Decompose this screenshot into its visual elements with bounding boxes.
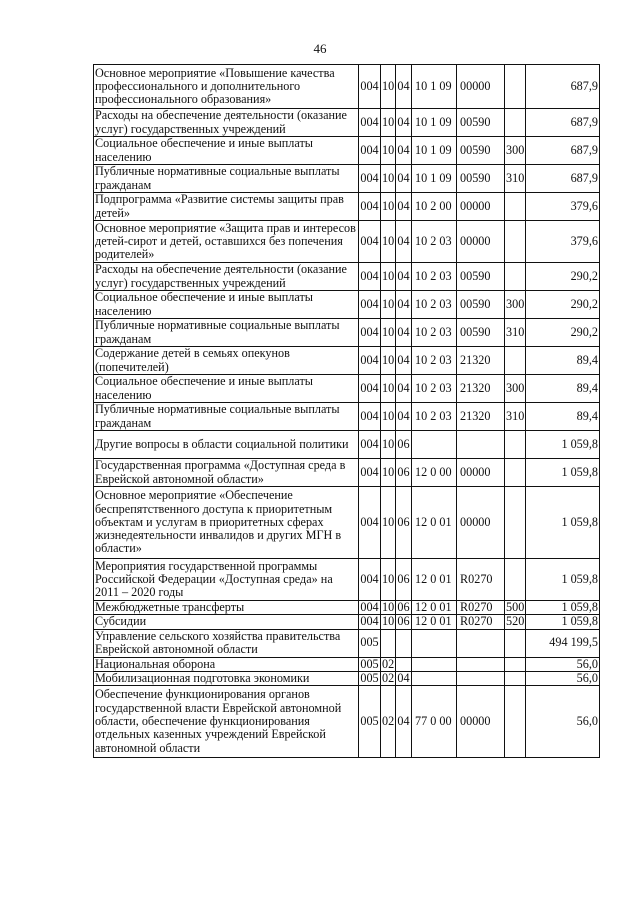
amount-cell: 1 059,8 <box>526 559 600 601</box>
ministry-code-cell: 004 <box>359 347 381 375</box>
ministry-code-cell: 004 <box>359 431 381 459</box>
expense-type-code-cell <box>505 431 526 459</box>
expense-name-cell: Мероприятия государственной программы Российской Федерации «Доступная среда» на 2011 – 2020 годы <box>94 559 359 601</box>
section-code-cell: 10 <box>381 319 396 347</box>
expense-direction-code-cell: 00000 <box>457 221 505 263</box>
target-article-code-cell: 12 0 01 <box>412 601 457 615</box>
expense-type-code-cell: 310 <box>505 403 526 431</box>
amount-cell: 290,2 <box>526 263 600 291</box>
ministry-code-cell: 005 <box>359 686 381 758</box>
expense-name-cell: Межбюджетные трансферты <box>94 601 359 615</box>
expense-direction-code-cell: 21320 <box>457 403 505 431</box>
subsection-code-cell: 04 <box>396 375 412 403</box>
target-article-code-cell: 77 0 00 <box>412 686 457 758</box>
amount-cell: 56,0 <box>526 671 600 685</box>
target-article-code-cell: 10 1 09 <box>412 109 457 137</box>
table-row <box>94 559 600 601</box>
target-article-code-cell: 12 0 00 <box>412 459 457 487</box>
table-row <box>94 487 600 559</box>
section-code-cell: 10 <box>382 600 395 614</box>
amount-cell: 1 059,8 <box>526 487 600 559</box>
subsection-code-cell: 04 <box>396 319 412 347</box>
expense-direction-code-cell: R0270 <box>457 559 505 601</box>
expense-direction-code-cell: 00590 <box>457 165 505 193</box>
section-code-cell: 10 <box>381 487 396 559</box>
section-code-cell: 10 <box>381 347 396 375</box>
expense-type-code-cell <box>505 65 526 109</box>
table-row <box>94 291 600 319</box>
ministry-code-cell: 004 <box>359 375 381 403</box>
target-article-code-cell: 10 2 03 <box>412 291 457 319</box>
expense-type-code-cell <box>505 221 526 263</box>
subsection-code-cell: 04 <box>396 137 412 165</box>
section-code-cell: 10 <box>381 137 396 165</box>
ministry-code-cell: 004 <box>359 291 381 319</box>
budget-table <box>93 64 600 758</box>
ministry-code-cell: 004 <box>359 263 381 291</box>
target-article-code-cell: 10 2 03 <box>412 347 457 375</box>
table-row <box>94 431 600 459</box>
subsection-code-cell: 04 <box>396 263 412 291</box>
amount-cell: 1 059,8 <box>526 459 600 487</box>
amount-cell: 1 059,8 <box>526 601 600 615</box>
table-row <box>94 263 600 291</box>
amount-cell: 687,9 <box>526 109 600 137</box>
expense-type-code-cell <box>505 559 526 601</box>
amount-cell: 290,2 <box>526 291 600 319</box>
expense-direction-code-cell: 00000 <box>457 65 505 109</box>
target-article-code-cell <box>412 657 457 671</box>
expense-name-cell: Социальное обеспечение и иные выплаты населению <box>94 375 359 403</box>
ministry-code-cell: 004 <box>359 193 381 221</box>
expense-type-code-cell: 300 <box>505 137 526 165</box>
expense-direction-code-cell: 00000 <box>457 459 505 487</box>
expense-type-code-cell: 300 <box>505 291 526 319</box>
ministry-code-cell: 004 <box>360 600 379 614</box>
section-code-cell: 10 <box>381 431 396 459</box>
subsection-code-cell: 04 <box>396 165 412 193</box>
target-article-code-cell: 12 0 01 <box>412 487 457 559</box>
amount-cell: 290,2 <box>526 319 600 347</box>
expense-name-cell: Основное мероприятие «Повышение качества профессионального и дополнительного профессионального образования» <box>94 65 359 109</box>
table-row <box>94 65 600 109</box>
section-code-cell: 10 <box>381 165 396 193</box>
ministry-code-cell: 004 <box>359 65 381 109</box>
page-number: 46 <box>313 41 327 56</box>
expense-name-cell: Публичные нормативные социальные выплаты гражданам <box>94 319 359 347</box>
table-row <box>94 686 600 758</box>
target-article-code-cell: 12 0 01 <box>412 559 457 601</box>
table-row <box>94 221 600 263</box>
subsection-code-cell: 06 <box>397 614 410 629</box>
amount-cell: 56,0 <box>526 686 600 758</box>
expense-name-cell: Субсидии <box>94 615 359 629</box>
expense-direction-code-cell: R0270 <box>457 601 505 615</box>
table-row <box>94 109 600 137</box>
subsection-code-cell: 04 <box>396 403 412 431</box>
expense-direction-code-cell <box>457 657 505 671</box>
expense-direction-code-cell <box>457 431 505 459</box>
subsection-code-cell: 06 <box>396 559 412 601</box>
subsection-code-cell: 06 <box>396 459 412 487</box>
section-code-cell: 10 <box>381 109 396 137</box>
table-row <box>94 319 600 347</box>
subsection-code-cell: 04 <box>396 221 412 263</box>
target-article-code-cell: 10 2 00 <box>412 193 457 221</box>
ministry-code-cell: 004 <box>360 614 379 629</box>
subsection-code-cell: 06 <box>397 600 410 614</box>
table-row <box>94 193 600 221</box>
table-row <box>94 403 600 431</box>
subsection-code-cell: 04 <box>396 109 412 137</box>
amount-cell: 56,0 <box>526 657 600 671</box>
ministry-code-cell: 004 <box>359 109 381 137</box>
expense-name-cell: Подпрограмма «Развитие системы защиты прав детей» <box>94 193 359 221</box>
ministry-code-cell: 004 <box>359 459 381 487</box>
expense-type-code-cell <box>505 671 526 685</box>
expense-name-cell: Управление сельского хозяйства правительства Еврейской автономной области <box>94 629 359 657</box>
section-code-cell: 02 <box>382 657 395 671</box>
expense-name-cell: Обеспечение функционирования органов государственной власти Еврейской автономной области, обеспечение функционирования отдельных казенных учреждений Еврейской автономной области <box>94 686 359 758</box>
amount-cell: 379,6 <box>526 221 600 263</box>
expense-direction-code-cell: 00000 <box>457 686 505 758</box>
expense-type-code-cell <box>505 347 526 375</box>
section-code-cell: 10 <box>381 403 396 431</box>
section-code-cell: 10 <box>381 291 396 319</box>
expense-direction-code-cell: 00590 <box>457 263 505 291</box>
expense-type-code-cell <box>505 459 526 487</box>
expense-type-code-cell: 520 <box>506 614 525 629</box>
budget-table-body <box>94 65 600 758</box>
ministry-code-cell: 004 <box>359 319 381 347</box>
subsection-code-cell: 04 <box>396 65 412 109</box>
target-article-code-cell: 10 2 03 <box>412 403 457 431</box>
expense-name-cell: Основное мероприятие «Защита прав и интересов детей-сирот и детей, оставшихся без попечения родителей» <box>94 221 359 263</box>
section-code-cell: 10 <box>381 221 396 263</box>
section-code-cell: 10 <box>382 614 395 629</box>
table-row <box>94 671 600 685</box>
table-row <box>94 601 600 615</box>
amount-cell: 1 059,8 <box>526 615 600 629</box>
target-article-code-cell: 10 2 03 <box>412 319 457 347</box>
expense-direction-code-cell: 00000 <box>457 487 505 559</box>
amount-cell: 494 199,5 <box>526 629 600 657</box>
ministry-code-cell: 004 <box>359 221 381 263</box>
expense-direction-code-cell <box>457 629 505 657</box>
expense-direction-code-cell: 21320 <box>457 375 505 403</box>
section-code-cell: 10 <box>381 459 396 487</box>
section-code-cell: 10 <box>381 375 396 403</box>
ministry-code-cell: 004 <box>359 403 381 431</box>
target-article-code-cell: 10 1 09 <box>412 165 457 193</box>
ministry-code-cell: 004 <box>359 559 381 601</box>
expense-direction-code-cell: 00590 <box>457 109 505 137</box>
table-row <box>94 615 600 629</box>
expense-name-cell: Социальное обеспечение и иные выплаты населению <box>94 137 359 165</box>
expense-direction-code-cell: 21320 <box>457 347 505 375</box>
expense-name-cell: Другие вопросы в области социальной политики <box>94 431 359 459</box>
expense-type-code-cell <box>505 193 526 221</box>
amount-cell: 89,4 <box>526 403 600 431</box>
target-article-code-cell: 10 1 09 <box>412 65 457 109</box>
subsection-code-cell: 04 <box>396 193 412 221</box>
section-code-cell: 02 <box>382 671 395 685</box>
target-article-code-cell: 12 0 01 <box>412 615 457 629</box>
expense-name-cell: Расходы на обеспечение деятельности (оказание услуг) государственных учреждений <box>94 263 359 291</box>
expense-direction-code-cell: 00590 <box>457 291 505 319</box>
expense-type-code-cell <box>505 686 526 758</box>
expense-type-code-cell <box>505 263 526 291</box>
expense-direction-code-cell: 00000 <box>457 193 505 221</box>
table-row <box>94 459 600 487</box>
table-row <box>94 137 600 165</box>
ministry-code-cell: 005 <box>359 629 381 657</box>
target-article-code-cell: 10 1 09 <box>412 137 457 165</box>
table-row <box>94 347 600 375</box>
amount-cell: 687,9 <box>526 137 600 165</box>
amount-cell: 379,6 <box>526 193 600 221</box>
subsection-code-cell: 04 <box>397 671 410 685</box>
amount-cell: 687,9 <box>526 165 600 193</box>
ministry-code-cell: 004 <box>359 137 381 165</box>
subsection-code-cell: 04 <box>396 347 412 375</box>
section-code-cell: 10 <box>381 65 396 109</box>
target-article-code-cell <box>412 431 457 459</box>
table-row <box>94 629 600 657</box>
target-article-code-cell: 10 2 03 <box>412 263 457 291</box>
target-article-code-cell <box>412 629 457 657</box>
table-row <box>94 375 600 403</box>
expense-name-cell: Мобилизационная подготовка экономики <box>94 671 359 685</box>
ministry-code-cell: 004 <box>359 487 381 559</box>
ministry-code-cell: 004 <box>359 165 381 193</box>
amount-cell: 687,9 <box>526 65 600 109</box>
subsection-code-cell <box>396 629 412 657</box>
expense-name-cell: Национальная оборона <box>94 657 359 671</box>
section-code-cell: 10 <box>381 559 396 601</box>
amount-cell: 89,4 <box>526 375 600 403</box>
subsection-code-cell: 06 <box>396 431 412 459</box>
section-code-cell <box>381 629 396 657</box>
table-row <box>94 165 600 193</box>
expense-direction-code-cell: R0270 <box>457 615 505 629</box>
target-article-code-cell: 10 2 03 <box>412 221 457 263</box>
target-article-code-cell <box>412 671 457 685</box>
amount-cell: 1 059,8 <box>526 431 600 459</box>
expense-type-code-cell <box>505 487 526 559</box>
ministry-code-cell: 005 <box>360 657 379 671</box>
expense-type-code-cell <box>505 657 526 671</box>
subsection-code-cell: 04 <box>396 686 412 758</box>
subsection-code-cell <box>396 657 412 671</box>
expense-name-cell: Государственная программа «Доступная среда в Еврейской автономной области» <box>94 459 359 487</box>
expense-type-code-cell: 310 <box>505 319 526 347</box>
target-article-code-cell: 10 2 03 <box>412 375 457 403</box>
expense-direction-code-cell: 00590 <box>457 137 505 165</box>
expense-name-cell: Социальное обеспечение и иные выплаты населению <box>94 291 359 319</box>
subsection-code-cell: 06 <box>396 487 412 559</box>
table-row <box>94 657 600 671</box>
expense-type-code-cell: 500 <box>506 600 525 614</box>
section-code-cell: 10 <box>381 193 396 221</box>
ministry-code-cell: 005 <box>360 671 379 685</box>
expense-name-cell: Основное мероприятие «Обеспечение беспрепятственного доступа к приоритетным объектам и услугам в приоритетных сферах жизнедеятельности инвалидов и других МГН в области» <box>94 487 359 559</box>
expense-direction-code-cell <box>457 671 505 685</box>
expense-direction-code-cell: 00590 <box>457 319 505 347</box>
expense-name-cell: Публичные нормативные социальные выплаты гражданам <box>94 403 359 431</box>
expense-name-cell: Публичные нормативные социальные выплаты гражданам <box>94 165 359 193</box>
expense-name-cell: Содержание детей в семьях опекунов (попечителей) <box>94 347 359 375</box>
section-code-cell: 10 <box>381 263 396 291</box>
expense-type-code-cell: 310 <box>505 165 526 193</box>
subsection-code-cell: 04 <box>396 291 412 319</box>
expense-name-cell: Расходы на обеспечение деятельности (оказание услуг) государственных учреждений <box>94 109 359 137</box>
expense-type-code-cell <box>505 109 526 137</box>
section-code-cell: 02 <box>381 686 396 758</box>
amount-cell: 89,4 <box>526 347 600 375</box>
expense-type-code-cell <box>505 629 526 657</box>
expense-type-code-cell: 300 <box>505 375 526 403</box>
